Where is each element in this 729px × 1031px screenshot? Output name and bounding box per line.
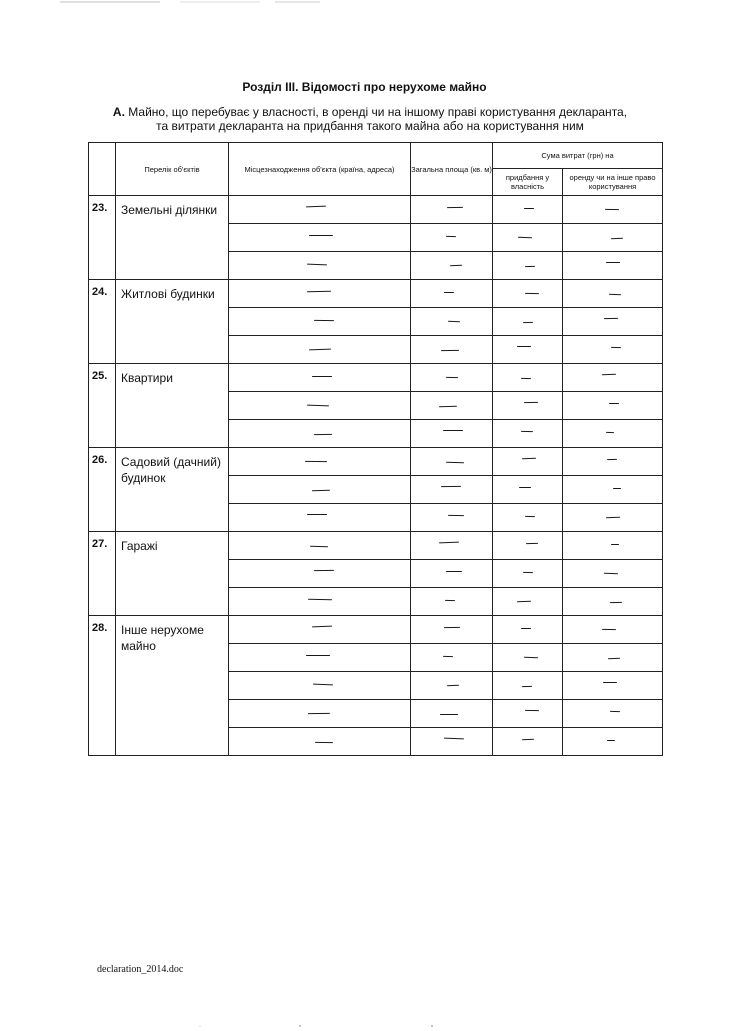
header-rent: оренду чи на інше право користування bbox=[563, 169, 663, 196]
handwritten-dash bbox=[608, 658, 620, 660]
handwritten-dash bbox=[446, 462, 464, 464]
handwritten-dash bbox=[610, 602, 622, 604]
rent-cell bbox=[563, 308, 663, 336]
area-cell bbox=[411, 728, 493, 756]
handwritten-dash bbox=[307, 264, 327, 266]
purchase-cell bbox=[493, 504, 563, 532]
area-cell bbox=[411, 504, 493, 532]
area-cell bbox=[411, 224, 493, 252]
rent-cell bbox=[563, 532, 663, 560]
location-cell bbox=[229, 308, 411, 336]
handwritten-dash bbox=[446, 571, 462, 572]
location-cell bbox=[229, 672, 411, 700]
area-cell bbox=[411, 280, 493, 308]
area-cell bbox=[411, 420, 493, 448]
rent-cell bbox=[563, 644, 663, 672]
area-cell bbox=[411, 364, 493, 392]
handwritten-dash bbox=[446, 377, 458, 379]
header-empty bbox=[89, 143, 116, 196]
area-cell bbox=[411, 196, 493, 224]
handwritten-dash bbox=[525, 710, 539, 712]
handwritten-dash bbox=[310, 546, 328, 548]
handwritten-dash bbox=[314, 434, 332, 436]
handwritten-dash bbox=[444, 738, 464, 740]
handwritten-dash bbox=[522, 686, 532, 688]
header-objects: Перелік об'єктів bbox=[116, 143, 229, 196]
purchase-cell bbox=[493, 532, 563, 560]
rent-cell bbox=[563, 252, 663, 280]
rent-cell bbox=[563, 560, 663, 588]
header-expenses: Сума витрат (грн) на bbox=[493, 143, 663, 169]
handwritten-dash bbox=[606, 262, 620, 263]
row-number: 23. bbox=[89, 196, 116, 280]
rent-cell bbox=[563, 728, 663, 756]
rent-cell bbox=[563, 336, 663, 364]
handwritten-dash bbox=[611, 544, 619, 545]
location-cell bbox=[229, 700, 411, 728]
row-number: 26. bbox=[89, 448, 116, 532]
row-number: 27. bbox=[89, 532, 116, 616]
purchase-cell bbox=[493, 420, 563, 448]
rent-cell bbox=[563, 476, 663, 504]
handwritten-dash bbox=[450, 265, 462, 267]
handwritten-dash bbox=[526, 543, 538, 545]
handwritten-dash bbox=[517, 601, 531, 603]
handwritten-dash bbox=[441, 350, 459, 352]
handwritten-dash bbox=[312, 490, 330, 492]
object-type: Земельні ділянки bbox=[116, 196, 229, 280]
handwritten-dash bbox=[525, 516, 535, 518]
area-cell bbox=[411, 252, 493, 280]
table-row bbox=[89, 196, 663, 224]
handwritten-dash bbox=[606, 432, 614, 434]
handwritten-dash bbox=[613, 488, 621, 490]
section-title: Розділ ІІІ. Відомості про нерухоме майно bbox=[242, 80, 487, 94]
subtitle-line-1: Майно, що перебуває у власності, в оренді чи на іншому праві користування декларанта, bbox=[128, 105, 628, 119]
area-cell bbox=[411, 476, 493, 504]
handwritten-dash bbox=[602, 629, 616, 631]
table-body bbox=[89, 196, 663, 756]
location-cell bbox=[229, 336, 411, 364]
location-cell bbox=[229, 420, 411, 448]
footer-filename: declaration_2014.doc bbox=[97, 964, 184, 975]
rent-cell bbox=[563, 588, 663, 616]
rent-cell bbox=[563, 364, 663, 392]
handwritten-dash bbox=[524, 657, 538, 659]
table-row bbox=[89, 448, 663, 476]
real-estate-table bbox=[88, 142, 663, 756]
purchase-cell bbox=[493, 196, 563, 224]
handwritten-dash bbox=[443, 656, 453, 658]
area-cell bbox=[411, 308, 493, 336]
rent-cell bbox=[563, 392, 663, 420]
handwritten-dash bbox=[523, 322, 533, 324]
handwritten-dash bbox=[444, 627, 460, 629]
handwritten-dash bbox=[524, 402, 538, 404]
handwritten-dash bbox=[308, 599, 332, 601]
handwritten-dash bbox=[315, 742, 333, 744]
row-number: 25. bbox=[89, 364, 116, 448]
location-cell bbox=[229, 616, 411, 644]
handwritten-dash bbox=[308, 713, 330, 715]
subtitle-letter: А. bbox=[112, 105, 125, 119]
location-cell bbox=[229, 504, 411, 532]
location-cell bbox=[229, 196, 411, 224]
area-cell bbox=[411, 700, 493, 728]
purchase-cell bbox=[493, 672, 563, 700]
handwritten-dash bbox=[605, 209, 619, 211]
handwritten-dash bbox=[448, 515, 464, 517]
handwritten-dash bbox=[524, 208, 534, 209]
object-type: Квартири bbox=[116, 364, 229, 448]
handwritten-dash bbox=[604, 573, 618, 575]
handwritten-dash bbox=[309, 349, 331, 351]
object-type: Гаражі bbox=[116, 532, 229, 616]
handwritten-dash bbox=[312, 626, 332, 628]
location-cell bbox=[229, 644, 411, 672]
handwritten-dash bbox=[521, 431, 533, 433]
location-cell bbox=[229, 532, 411, 560]
handwritten-dash bbox=[447, 207, 463, 209]
handwritten-dash bbox=[525, 293, 539, 295]
handwritten-dash bbox=[447, 685, 459, 687]
handwritten-dash bbox=[603, 682, 617, 683]
object-type: Садовий (дачний) будинок bbox=[116, 448, 229, 532]
location-cell bbox=[229, 392, 411, 420]
purchase-cell bbox=[493, 476, 563, 504]
handwritten-dash bbox=[519, 487, 531, 488]
area-cell bbox=[411, 448, 493, 476]
rent-cell bbox=[563, 672, 663, 700]
location-cell bbox=[229, 448, 411, 476]
handwritten-dash bbox=[522, 458, 536, 460]
table-row bbox=[89, 364, 663, 392]
section-subtitle bbox=[90, 105, 650, 133]
purchase-cell bbox=[493, 364, 563, 392]
handwritten-dash bbox=[312, 376, 332, 377]
handwritten-dash bbox=[439, 406, 457, 408]
handwritten-dash bbox=[525, 266, 535, 268]
handwritten-dash bbox=[448, 321, 460, 323]
handwritten-dash bbox=[445, 600, 455, 602]
scan-artifact-top bbox=[0, 0, 729, 8]
location-cell bbox=[229, 252, 411, 280]
table-row bbox=[89, 616, 663, 644]
handwritten-dash bbox=[611, 238, 623, 240]
purchase-cell bbox=[493, 280, 563, 308]
handwritten-dash bbox=[517, 346, 531, 347]
handwritten-dash bbox=[446, 236, 456, 238]
header-area: Загальна площа (кв. м) bbox=[411, 143, 493, 196]
area-cell bbox=[411, 644, 493, 672]
area-cell bbox=[411, 560, 493, 588]
purchase-cell bbox=[493, 700, 563, 728]
purchase-cell bbox=[493, 728, 563, 756]
subtitle-line-2: та витрати декларанта на придбання такого майна або на користування ним bbox=[156, 119, 584, 133]
purchase-cell bbox=[493, 308, 563, 336]
handwritten-dash bbox=[441, 486, 461, 488]
object-type: Інше нерухоме майно bbox=[116, 616, 229, 756]
rent-cell bbox=[563, 196, 663, 224]
purchase-cell bbox=[493, 392, 563, 420]
purchase-cell bbox=[493, 644, 563, 672]
handwritten-dash bbox=[518, 237, 532, 239]
handwritten-dash bbox=[444, 292, 454, 293]
handwritten-dash bbox=[309, 235, 333, 236]
area-cell bbox=[411, 336, 493, 364]
handwritten-dash bbox=[521, 628, 531, 629]
handwritten-dash bbox=[606, 517, 620, 519]
handwritten-dash bbox=[306, 206, 326, 208]
handwritten-dash bbox=[313, 684, 333, 686]
handwritten-dash bbox=[604, 318, 618, 320]
rent-cell bbox=[563, 616, 663, 644]
header-location: Місцезнаходження об'єкта (країна, адреса) bbox=[229, 143, 411, 196]
header-purchase: придбання у власність bbox=[493, 169, 563, 196]
location-cell bbox=[229, 224, 411, 252]
handwritten-dash bbox=[523, 572, 533, 574]
rent-cell bbox=[563, 224, 663, 252]
handwritten-dash bbox=[307, 291, 331, 293]
area-cell bbox=[411, 616, 493, 644]
purchase-cell bbox=[493, 616, 563, 644]
handwritten-dash bbox=[306, 655, 330, 656]
handwritten-dash bbox=[522, 739, 534, 741]
rent-cell bbox=[563, 504, 663, 532]
location-cell bbox=[229, 476, 411, 504]
handwritten-dash bbox=[611, 347, 621, 349]
purchase-cell bbox=[493, 560, 563, 588]
rent-cell bbox=[563, 420, 663, 448]
location-cell bbox=[229, 728, 411, 756]
scan-artifact-bottom bbox=[0, 1023, 729, 1029]
rent-cell bbox=[563, 700, 663, 728]
rent-cell bbox=[563, 448, 663, 476]
location-cell bbox=[229, 280, 411, 308]
handwritten-dash bbox=[607, 459, 617, 461]
row-number: 28. bbox=[89, 616, 116, 756]
handwritten-dash bbox=[443, 430, 463, 431]
handwritten-dash bbox=[609, 294, 621, 296]
location-cell bbox=[229, 560, 411, 588]
handwritten-dash bbox=[307, 514, 327, 515]
area-cell bbox=[411, 392, 493, 420]
area-cell bbox=[411, 672, 493, 700]
handwritten-dash bbox=[314, 570, 334, 572]
handwritten-dash bbox=[602, 374, 616, 376]
handwritten-dash bbox=[440, 714, 458, 715]
row-number: 24. bbox=[89, 280, 116, 364]
purchase-cell bbox=[493, 252, 563, 280]
handwritten-dash bbox=[314, 320, 334, 322]
purchase-cell bbox=[493, 336, 563, 364]
object-type: Житлові будинки bbox=[116, 280, 229, 364]
location-cell bbox=[229, 588, 411, 616]
location-cell bbox=[229, 364, 411, 392]
table-row bbox=[89, 280, 663, 308]
area-cell bbox=[411, 532, 493, 560]
handwritten-dash bbox=[609, 403, 619, 404]
table-row bbox=[89, 532, 663, 560]
handwritten-dash bbox=[305, 461, 327, 463]
purchase-cell bbox=[493, 224, 563, 252]
purchase-cell bbox=[493, 588, 563, 616]
handwritten-dash bbox=[607, 740, 615, 742]
area-cell bbox=[411, 588, 493, 616]
rent-cell bbox=[563, 280, 663, 308]
handwritten-dash bbox=[307, 405, 329, 407]
handwritten-dash bbox=[439, 542, 459, 544]
handwritten-dash bbox=[521, 378, 531, 380]
handwritten-dash bbox=[610, 711, 620, 713]
purchase-cell bbox=[493, 448, 563, 476]
